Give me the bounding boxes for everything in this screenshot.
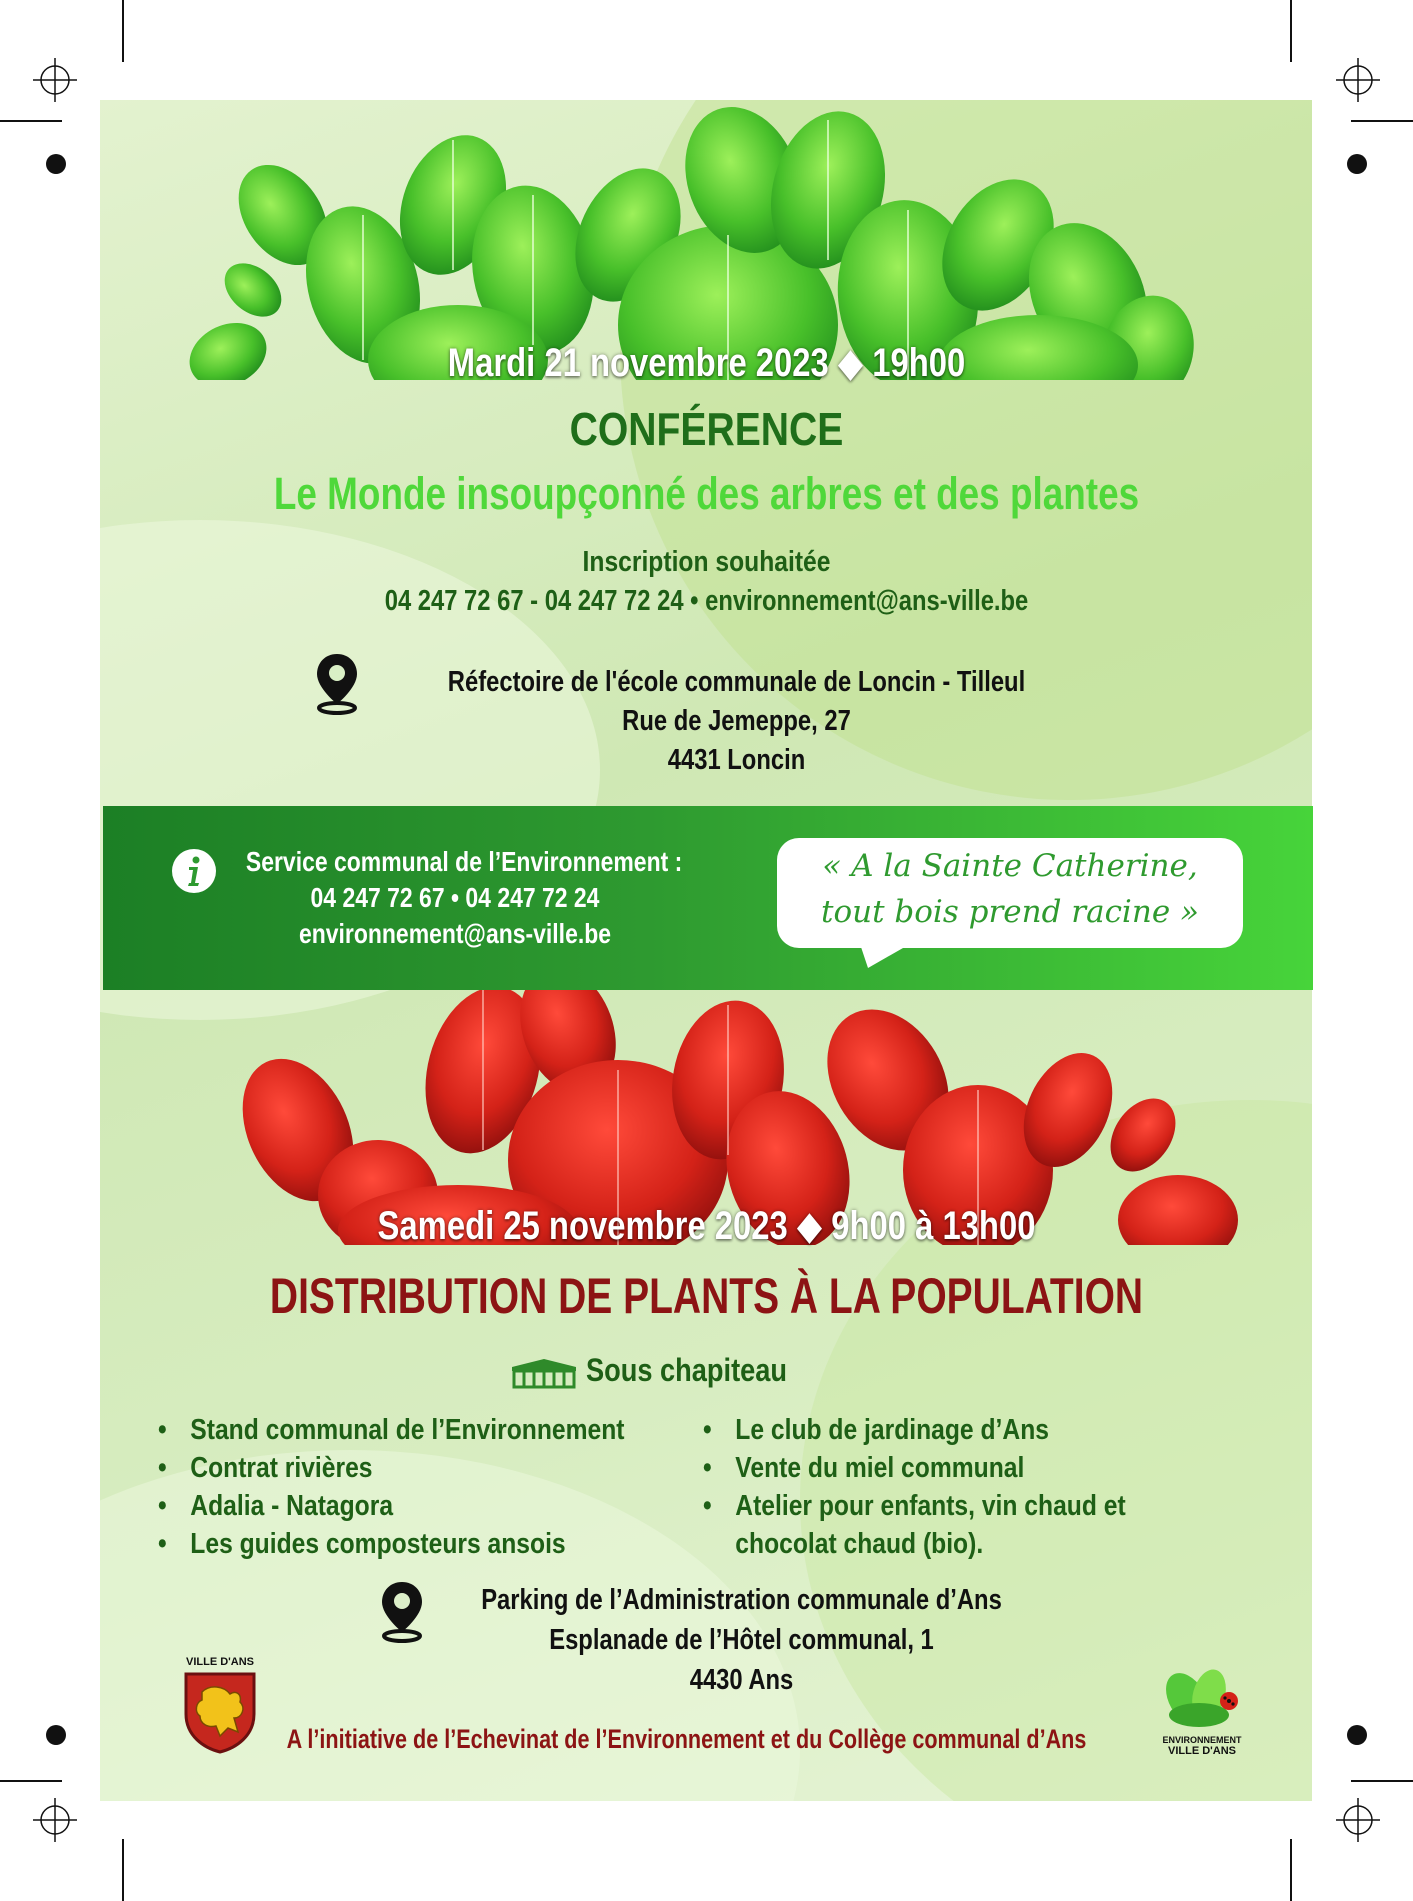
list-item: chocolat chaud (bio).	[735, 1528, 984, 1560]
conference-date: Mardi 21 novembre 2023 ◆ 19h00	[447, 341, 966, 385]
logo-right-line-2: VILLE D'ANS	[1167, 1745, 1236, 1757]
crop-mark	[0, 1780, 62, 1782]
footer-initiative: A l’initiative de l’Echevinat de l’Environnement et du Collège communal d’Ans	[286, 1724, 1087, 1754]
tent-label: Sous chapiteau	[586, 1352, 788, 1388]
list-item: • Adalia - Natagora	[158, 1487, 634, 1525]
crop-mark	[1351, 1780, 1413, 1782]
logo-right-line-1: ENVIRONNEMENT	[1162, 1735, 1242, 1745]
list-item: • Vente du miel communal	[703, 1449, 1128, 1487]
left-activities-list	[158, 1411, 634, 1563]
registration-label: Inscription souhaitée	[582, 546, 831, 578]
conference-venue-name: Réfectoire de l'école communale de Loncin - Tilleul	[447, 666, 1026, 698]
registration-dot-icon	[46, 154, 66, 174]
right-activities-list	[703, 1411, 1128, 1563]
conference-venue-street: Rue de Jemeppe, 27	[622, 705, 851, 737]
separator-dot: •	[690, 585, 699, 617]
registration-dot-icon	[1347, 154, 1367, 174]
environnement-ville-dans-logo	[1157, 1665, 1247, 1760]
conference-subtitle: Le Monde insoupçonné des arbres et des plantes	[273, 468, 1140, 519]
list-item: • Le club de jardinage d’Ans	[703, 1411, 1128, 1449]
registration-mark-icon	[1336, 1798, 1380, 1842]
logo-left-label: VILLE D'ANS	[185, 1656, 254, 1668]
crop-mark	[122, 0, 124, 62]
distribution-venue-street: Esplanade de l’Hôtel communal, 1	[549, 1624, 934, 1656]
registration-mark-icon	[33, 1798, 77, 1842]
crop-mark	[0, 120, 62, 122]
crop-mark	[1351, 120, 1413, 122]
crop-mark	[1290, 0, 1292, 62]
crop-mark	[1290, 1839, 1292, 1901]
quote-line-2: tout bois prend racine »	[821, 894, 1199, 930]
distribution-venue-city: 4430 Ans	[689, 1664, 794, 1696]
conference-phone-2[interactable]: 04 247 72 24	[544, 585, 684, 617]
registration-mark-icon	[1336, 58, 1380, 102]
list-item: • Stand communal de l’Environnement	[158, 1411, 634, 1449]
list-item: • Atelier pour enfants, vin chaud et	[703, 1487, 1128, 1525]
conference-email-link[interactable]: environnement@ans-ville.be	[705, 585, 1029, 617]
list-item: • Contrat rivières	[158, 1449, 634, 1487]
conference-title: CONFÉRENCE	[569, 403, 844, 455]
distribution-date: Samedi 25 novembre 2023 ◆ 9h00 à 13h00	[377, 1204, 1036, 1248]
conference-contact-line	[127, 585, 1286, 618]
separator-dash: -	[530, 585, 539, 617]
green-leaves-illustration	[188, 95, 1238, 382]
distribution-title: DISTRIBUTION DE PLANTS À LA POPULATION	[269, 1268, 1144, 1324]
service-phones[interactable]: 04 247 72 67 • 04 247 72 24	[310, 882, 600, 913]
crop-mark	[122, 1839, 124, 1901]
conference-phone-1[interactable]: 04 247 72 67	[384, 585, 524, 617]
list-item: • Les guides composteurs ansois	[158, 1525, 634, 1563]
conference-venue-city: 4431 Loncin	[667, 744, 806, 776]
bubble-tail	[860, 944, 910, 968]
tent-icon	[508, 1355, 580, 1391]
leaves-ladybug-icon	[1157, 1665, 1247, 1730]
service-label: Service communal de l’Environnement :	[245, 846, 683, 877]
service-email-link[interactable]: environnement@ans-ville.be	[298, 918, 612, 949]
registration-mark-icon	[33, 58, 77, 102]
distribution-venue-name: Parking de l’Administration communale d’Ans	[481, 1584, 1002, 1616]
quote-line-1: « A la Sainte Catherine,	[822, 848, 1198, 884]
